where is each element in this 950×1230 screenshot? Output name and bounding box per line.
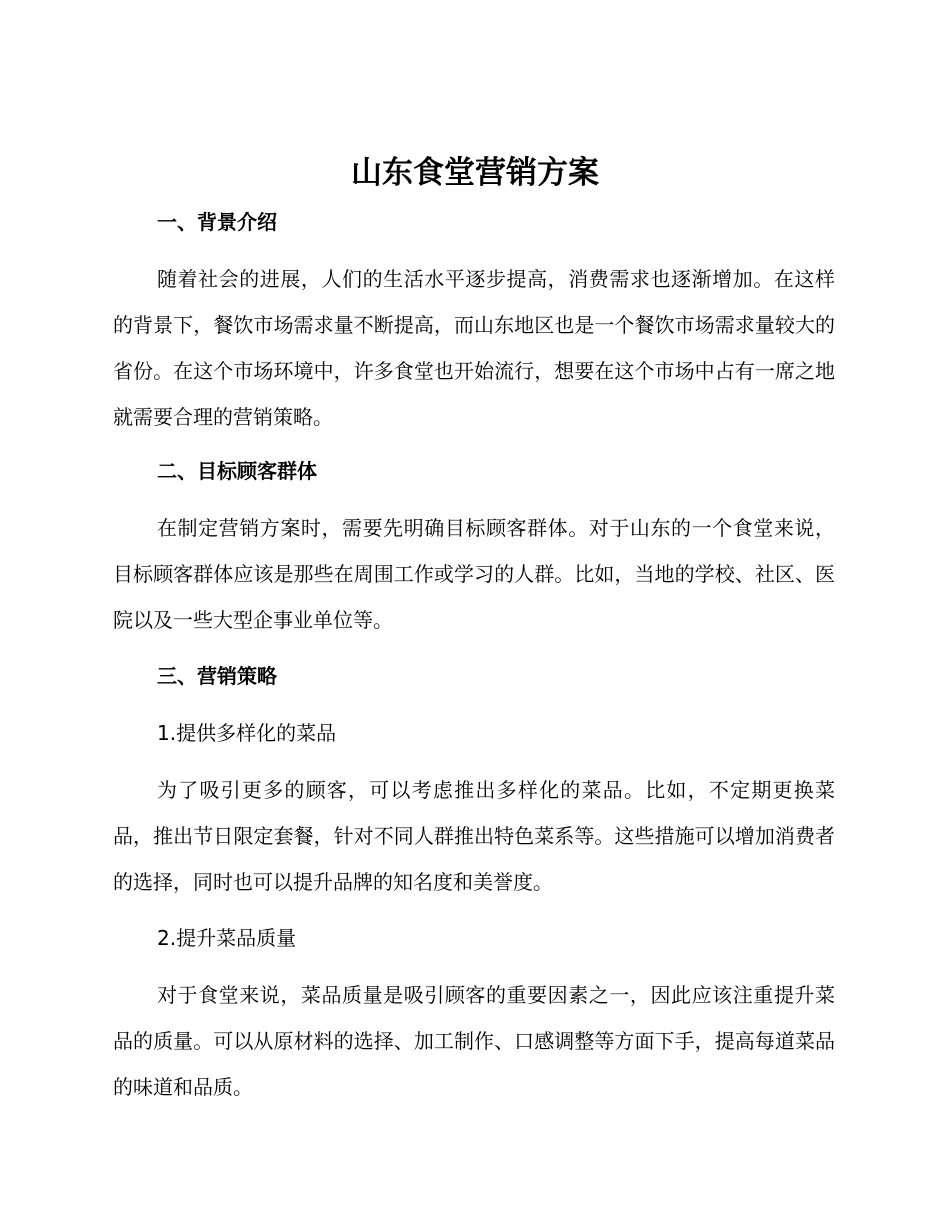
paragraph-dish-quality: 对于食堂来说，菜品质量是吸引顾客的重要因素之一，因此应该注重提升菜品的质量。可以从原材料的选择、加工制作、口感调整等方面下手，提高每道菜品的味道和品质。: [113, 983, 835, 1099]
paragraph-varied-dishes: 为了吸引更多的顾客，可以考虑推出多样化的菜品。比如，不定期更换菜品，推出节日限定套餐，针对不同人群推出特色菜系等。这些措施可以增加消费者的选择，同时也可以提升品牌的知名度和美誉度。: [113, 778, 835, 894]
section-heading-strategy: 三、营销策略: [157, 664, 277, 688]
document-title: 山东食堂营销方案: [351, 155, 599, 191]
paragraph-target: 在制定营销方案时，需要先明确目标顾客群体。对于山东的一个食堂来说，目标顾客群体应该是那些在周围工作或学习的人群。比如，当地的学校、社区、医院以及一些大型企事业单位等。: [113, 516, 835, 632]
section-heading-background: 一、背景介绍: [157, 210, 277, 234]
subheading-dish-quality: 2.提升菜品质量: [157, 926, 297, 950]
subheading-varied-dishes: 1.提供多样化的菜品: [157, 721, 337, 745]
paragraph-background: 随着社会的进展，人们的生活水平逐步提高，消费需求也逐渐增加。在这样的背景下，餐饮市场需求量不断提高，而山东地区也是一个餐饮市场需求量较大的省份。在这个市场环境中，许多食堂也开始流行，想要在这个市场中占有一席之地就需要合理的营销策略。: [113, 267, 835, 429]
section-heading-target: 二、目标顾客群体: [157, 459, 317, 483]
